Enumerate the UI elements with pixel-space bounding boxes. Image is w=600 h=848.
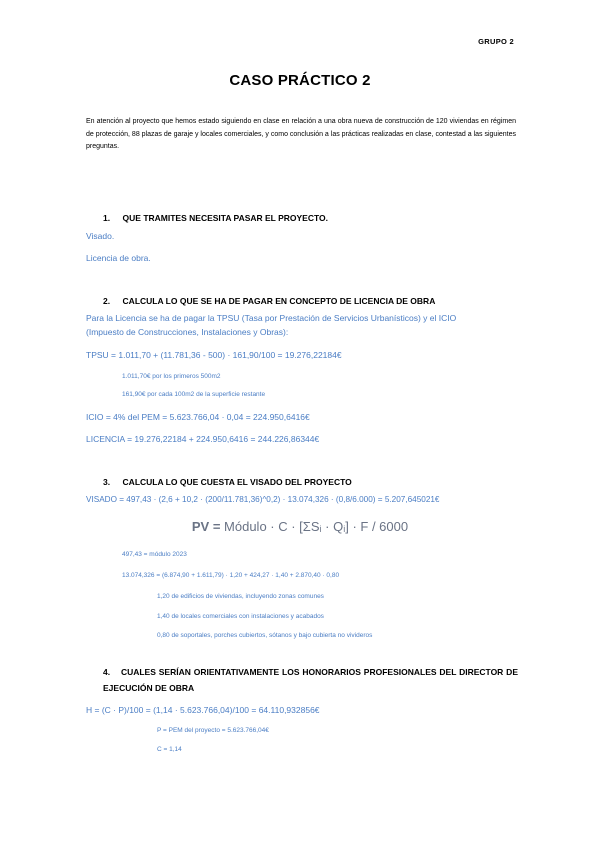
question-number: 1. (103, 213, 111, 223)
question-text: QUE TRAMITES NECESITA PASAR EL PROYECTO. (122, 213, 328, 223)
page-title: CASO PRÁCTICO 2 (229, 72, 371, 89)
question-number: 3. (103, 477, 111, 487)
coefficient-note: 1,40 de locales comerciales con instalaciones y acabados (157, 613, 324, 620)
answer-line: (Impuesto de Construcciones, Instalaciones y Obras): (86, 327, 289, 337)
question-text: CALCULA LO QUE SE HA DE PAGAR EN CONCEPTO DE LICENCIA DE OBRA (122, 296, 436, 306)
answer-line: Visado. (86, 231, 115, 241)
formula-rhs: Módulo · C · [ΣSᵢ · Qᵢ] · F / 6000 (220, 519, 409, 534)
honorarios-note: C = 1,14 (157, 746, 182, 753)
visado-note: 497,43 = módulo 2023 (122, 551, 187, 558)
question-text: CUALES SERÍAN ORIENTATIVAMENTE LOS HONORARIOS PROFESIONALES DEL DIRECTOR DE EJECUCIÓN DE OBRA (103, 667, 518, 693)
question-3 (103, 472, 352, 490)
honorarios-calculation: H = (C · P)/100 = (1,14 · 5.623.766,04)/100 = 64.110,932856€ (86, 705, 320, 715)
visado-formula (0, 519, 600, 534)
question-4 (103, 664, 518, 696)
honorarios-note: P = PEM del proyecto = 5.623.766,04€ (157, 727, 269, 734)
visado-calculation: VISADO = 497,43 · (2,6 + 10,2 · (200/11.781,36)^0,2) · 13.074,326 · (0,8/6.000) = 5.207,645021€ (86, 495, 440, 504)
visado-note: 13.074,326 = (6.874,90 + 1.611,79) · 1,20 + 424,27 · 1,40 + 2.870,40 · 0,80 (122, 572, 340, 579)
formula-lhs: PV = (191, 519, 221, 534)
question-2 (103, 291, 435, 309)
tpsu-calculation: TPSU = 1.011,70 + (11.781,36 - 500) · 161,90/100 = 19.276,22184€ (86, 350, 342, 360)
tpsu-note: 1.011,70€ por los primeros 500m2 (122, 373, 221, 380)
question-number: 4. (103, 667, 111, 677)
question-text: CALCULA LO QUE CUESTA EL VISADO DEL PROYECTO (122, 477, 352, 487)
tpsu-note: 161,90€ por cada 100m2 de la superficie restante (122, 391, 266, 398)
coefficient-note: 0,80 de soportales, porches cubiertos, sótanos y bajo cubierta no vivideros (157, 632, 373, 639)
answer-line: Licencia de obra. (86, 253, 151, 263)
question-1 (103, 208, 328, 226)
question-number: 2. (103, 296, 111, 306)
licencia-calculation: LICENCIA = 19.276,22184 + 224.950,6416 = 244.226,86344€ (86, 434, 320, 444)
intro-paragraph: En atención al proyecto que hemos estado siguiendo en clase en relación a una obra nueva de construcción de 120 viviendas en régimen de protección, 88 plazas de garaje y locales comerciales, y como conclusión a las prácticas realizadas en clase, contestad a las siguientes preguntas. (86, 118, 516, 150)
coefficient-note: 1,20 de edificios de viviendas, incluyendo zonas comunes (157, 593, 324, 600)
group-label: GRUPO 2 (478, 37, 514, 46)
answer-line: Para la Licencia se ha de pagar la TPSU (Tasa por Prestación de Servicios Urbanísticos) y el ICIO (86, 313, 457, 323)
icio-calculation: ICIO = 4% del PEM = 5.623.766,04 · 0,04 = 224.950,6416€ (86, 412, 310, 422)
